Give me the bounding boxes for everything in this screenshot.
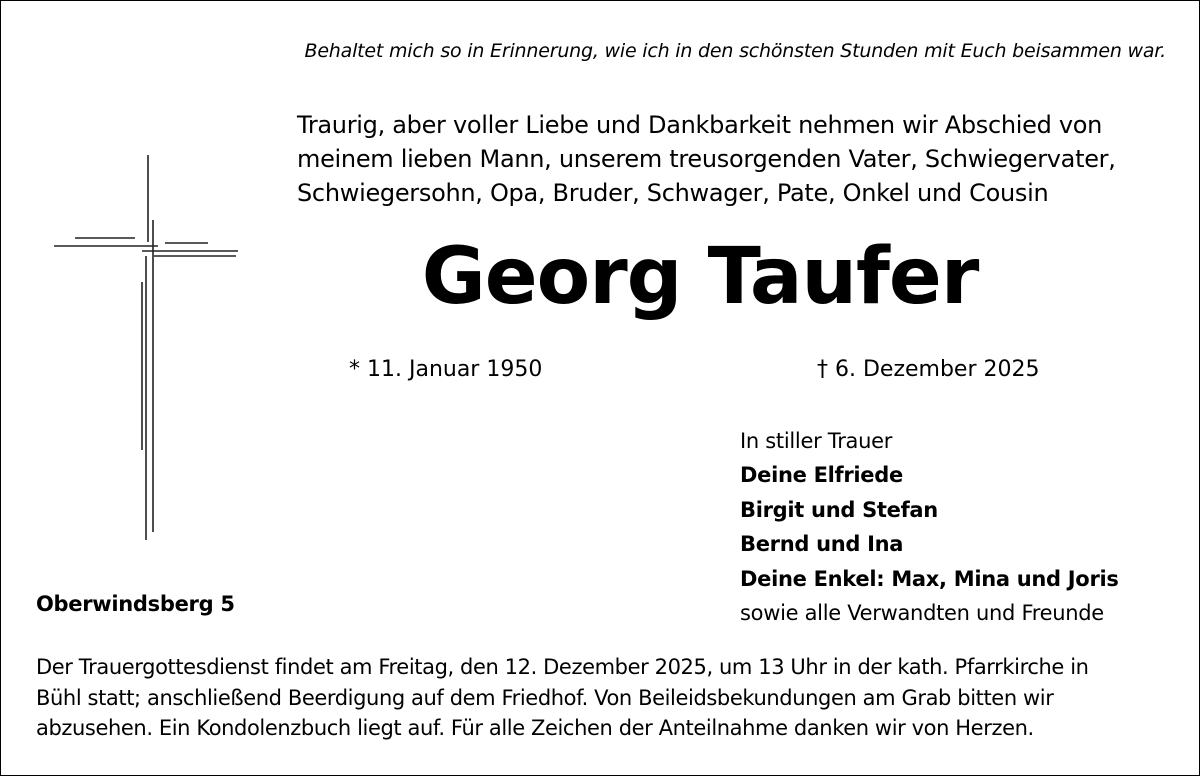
mourner-name: Birgit und Stefan: [740, 497, 938, 522]
mourners-block: [740, 424, 1119, 630]
motto-quote: Behaltet mich so in Erinnerung, wie ich in den schönsten Stunden mit Euch beisammen war.: [304, 40, 1166, 62]
mourner-name: Deine Enkel: Max, Mina und Joris: [740, 566, 1119, 591]
birth-date: * 11. Januar 1950: [349, 357, 543, 382]
intro-line: Schwiegersohn, Opa, Bruder, Schwager, Pate, Onkel und Cousin: [297, 179, 1049, 207]
service-info: [36, 652, 1089, 744]
intro-line: Traurig, aber voller Liebe und Dankbarkeit nehmen wir Abschied von: [297, 111, 1103, 139]
service-line: abzusehen. Ein Kondolenzbuch liegt auf. Für alle Zeichen der Anteilnahme danken wir von Herzen.: [36, 716, 1034, 740]
service-line: Der Trauergottesdienst findet am Freitag, den 12. Dezember 2025, um 13 Uhr in der kath. Pfarrkirche in: [36, 655, 1089, 679]
deceased-name: Georg Taufer: [421, 232, 979, 322]
service-line: Bühl statt; anschließend Beerdigung auf dem Friedhof. Von Beileidsbekundungen am Grab bitten wir: [36, 685, 1054, 710]
address: Oberwindsberg 5: [36, 592, 235, 616]
death-date: † 6. Dezember 2025: [817, 357, 1040, 382]
mourners-heading: In stiller Trauer: [740, 429, 893, 453]
mourners-closing: sowie alle Verwandten und Freunde: [740, 601, 1104, 626]
intro-line: meinem lieben Mann, unserem treusorgenden Vater, Schwiegervater,: [297, 145, 1116, 173]
cross-icon: [50, 150, 250, 550]
mourner-name: Bernd und Ina: [740, 532, 904, 557]
intro-text: [297, 108, 1116, 210]
mourner-name: Deine Elfriede: [740, 463, 903, 488]
